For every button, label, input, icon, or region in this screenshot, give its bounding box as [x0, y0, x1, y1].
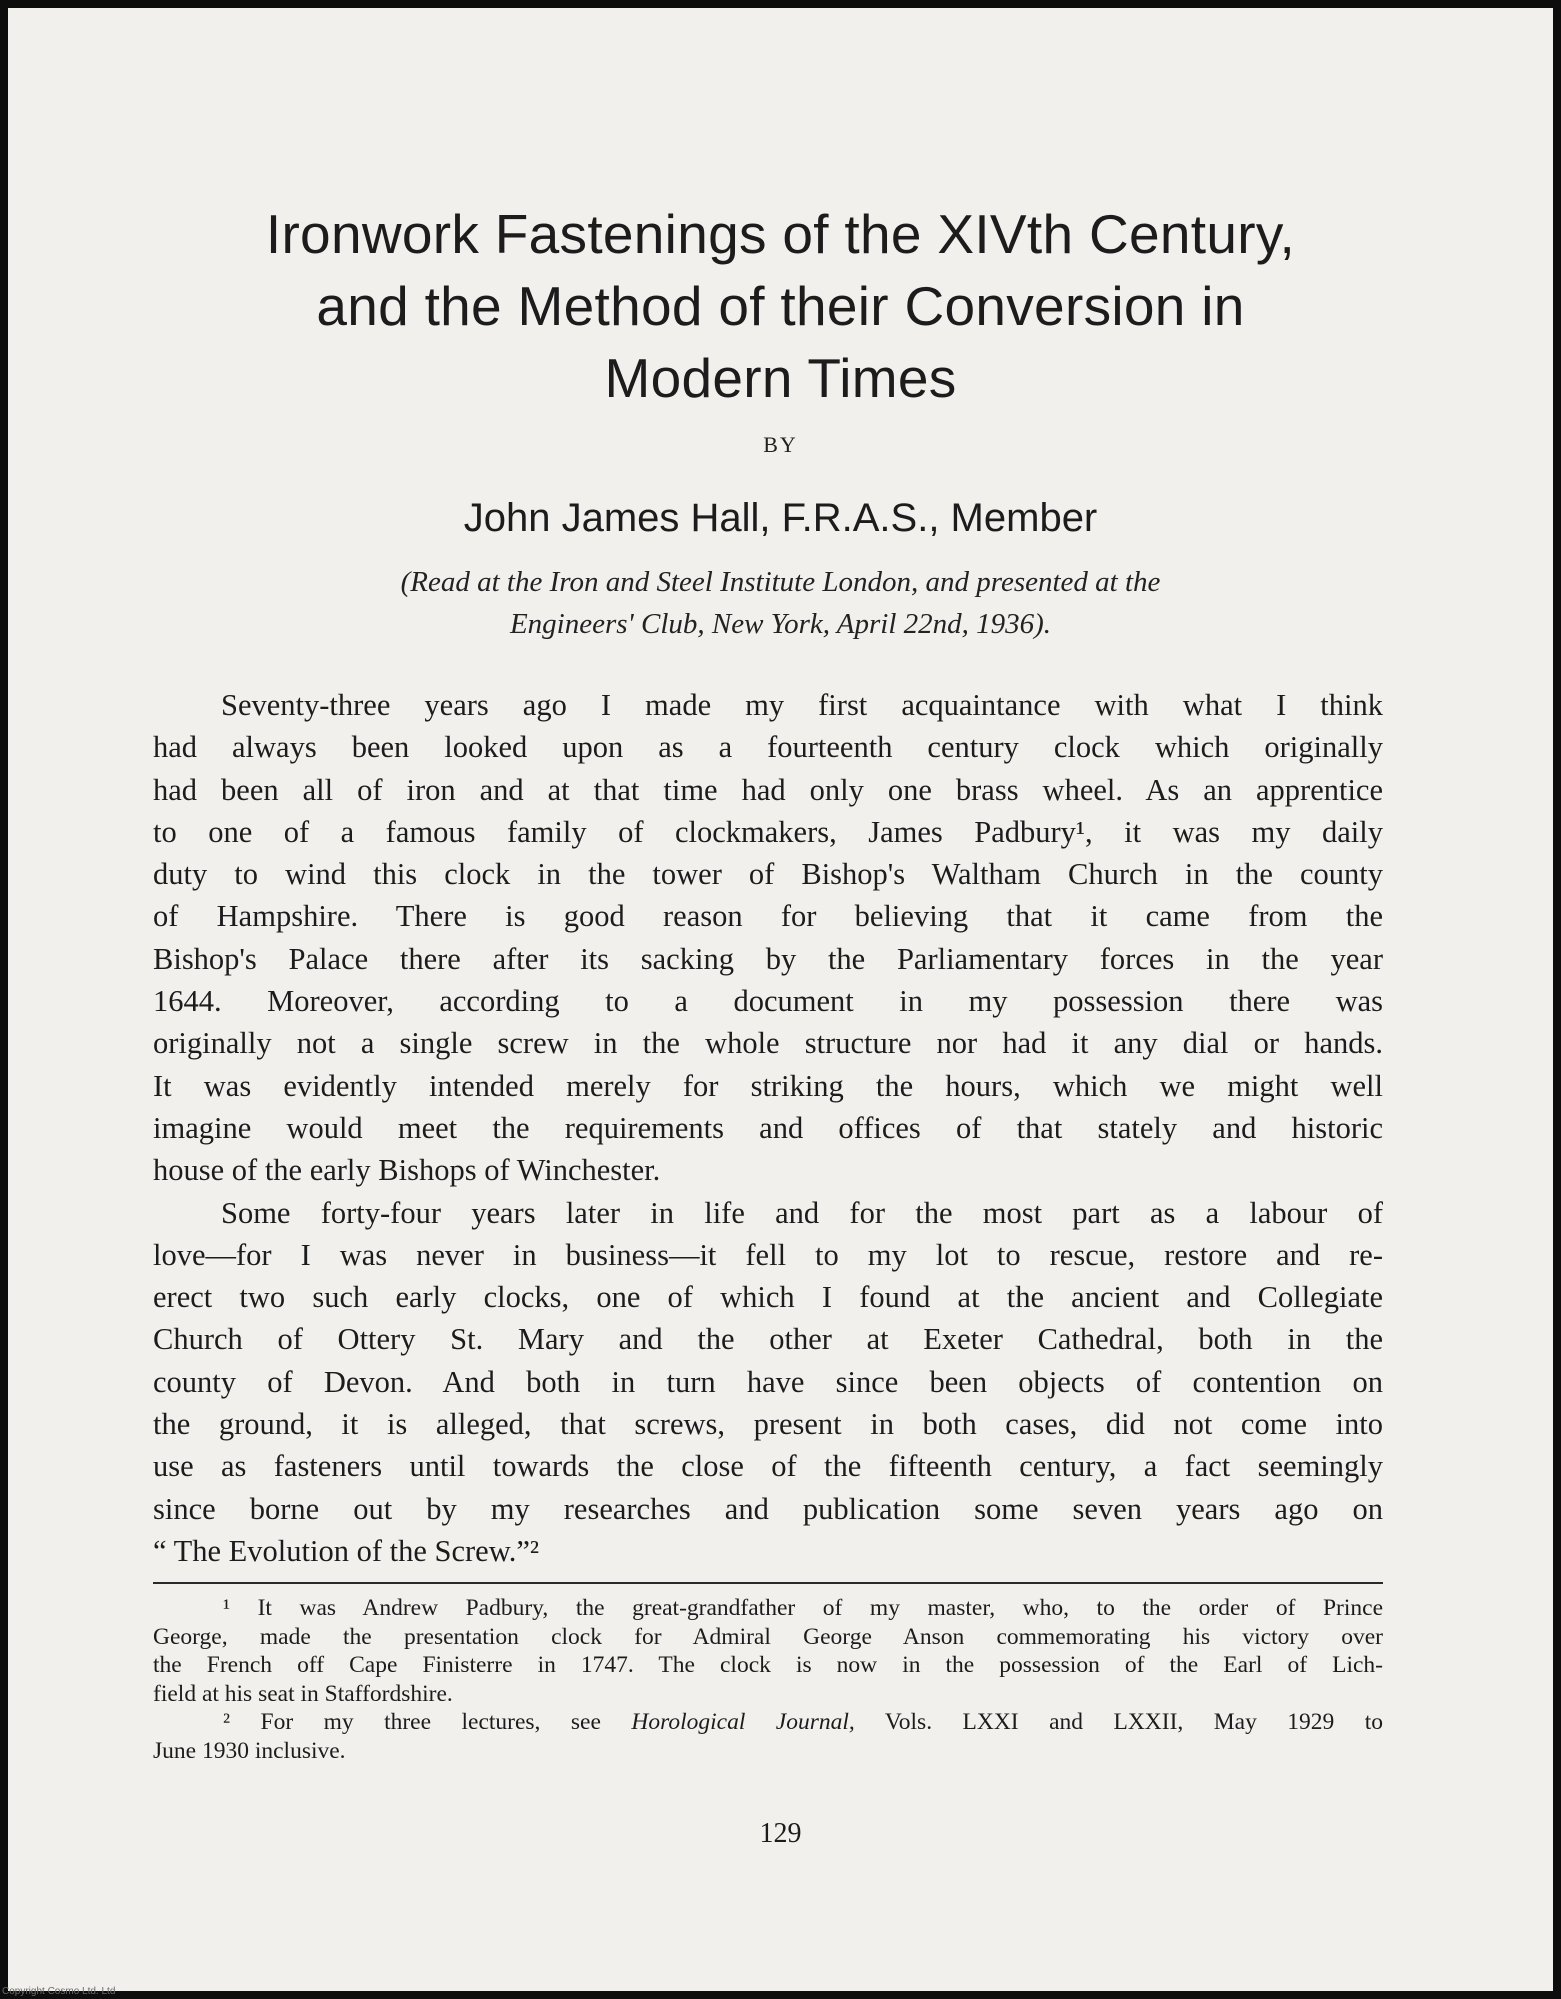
text-line: house of the early Bishops of Winchester.	[153, 1153, 661, 1188]
text-line: “ The Evolution of the Screw.”²	[153, 1533, 540, 1568]
text-line: 1644. Moreover, according to a document in my possession there was	[153, 984, 1383, 1019]
text-line: Some forty-four years later in life and for the most part as a labour of	[221, 1195, 1383, 1230]
paragraph-1	[153, 684, 1383, 1192]
byline-label: BY	[763, 432, 798, 457]
article-body	[153, 684, 1383, 1572]
footnote-line: June 1930 inclusive.	[153, 1737, 346, 1764]
footnote-line: ¹ It was Andrew Padbury, the great-grandfather of my master, who, to the order of Prince	[223, 1595, 1383, 1621]
document-page	[8, 8, 1553, 1991]
text-line: Church of Ottery St. Mary and the other at Exeter Cathedral, both in the	[153, 1322, 1383, 1357]
author-name: John James Hall, F.R.A.S., Member	[463, 496, 1098, 540]
presentation-note	[168, 561, 1393, 645]
footnote-2-text: ² For my three lectures, see	[223, 1709, 632, 1735]
text-line: had been all of iron and at that time had only one brass wheel. As an apprentice	[153, 772, 1383, 807]
title-line: and the Method of their Conversion in	[316, 275, 1245, 337]
presentation-note-line: (Read at the Iron and Steel Institute London, and presented at the	[400, 566, 1161, 598]
presentation-note-line: Engineers' Club, New York, April 22nd, 1936).	[509, 608, 1052, 640]
text-line: county of Devon. And both in turn have since been objects of contention on	[153, 1364, 1383, 1399]
text-line: Bishop's Palace there after its sacking by the Parliamentary forces in the year	[153, 941, 1383, 976]
text-line: of Hampshire. There is good reason for believing that it came from the	[153, 899, 1383, 934]
article-title	[98, 198, 1463, 414]
copyright-notice: Copyright Cosmo Ltd. Ltd	[2, 1986, 116, 1997]
text-line: had always been looked upon as a fourteenth century clock which originally	[153, 730, 1383, 765]
text-line: imagine would meet the requirements and offices of that stately and historic	[153, 1110, 1383, 1145]
text-line: use as fasteners until towards the close of the fifteenth century, a fact seemingly	[153, 1449, 1383, 1484]
text-line: erect two such early clocks, one of which I found at the ancient and Collegiate	[153, 1280, 1383, 1315]
text-line: the ground, it is alleged, that screws, present in both cases, did not come into	[153, 1407, 1383, 1442]
footnote-line: George, made the presentation clock for Admiral George Anson commemorating his victory over	[153, 1623, 1383, 1650]
text-line: love—for I was never in business—it fell to my lot to rescue, restore and re-	[153, 1237, 1383, 1272]
footnote-divider	[153, 1582, 1383, 1584]
paragraph-2	[153, 1192, 1383, 1573]
text-line: duty to wind this clock in the tower of Bishop's Waltham Church in the county	[153, 857, 1383, 892]
footnote-line: field at his seat in Staffordshire.	[153, 1680, 453, 1707]
text-line: Seventy-three years ago I made my first acquaintance with what I think	[221, 688, 1383, 722]
footnote-line: the French off Cape Finisterre in 1747. The clock is now in the possession of the Earl of Lich-	[153, 1652, 1383, 1678]
footnote-2-line	[153, 1708, 1383, 1737]
footnotes	[153, 1594, 1383, 1765]
journal-title: Horological Journal,	[631, 1709, 855, 1735]
text-line: It was evidently intended merely for striking the hours, which we might well	[153, 1068, 1383, 1103]
title-line: Ironwork Fastenings of the XIVth Century,	[265, 203, 1296, 265]
footnote-2-text-rest: Vols. LXXI and LXXII, May 1929 to	[854, 1709, 1383, 1735]
page-number: 129	[759, 1818, 802, 1849]
text-line: originally not a single screw in the whole structure nor had it any dial or hands.	[153, 1026, 1383, 1061]
text-line: to one of a famous family of clockmakers, James Padbury¹, it was my daily	[153, 814, 1383, 849]
text-line: since borne out by my researches and publication some seven years ago on	[153, 1491, 1383, 1526]
title-line: Modern Times	[604, 347, 957, 409]
